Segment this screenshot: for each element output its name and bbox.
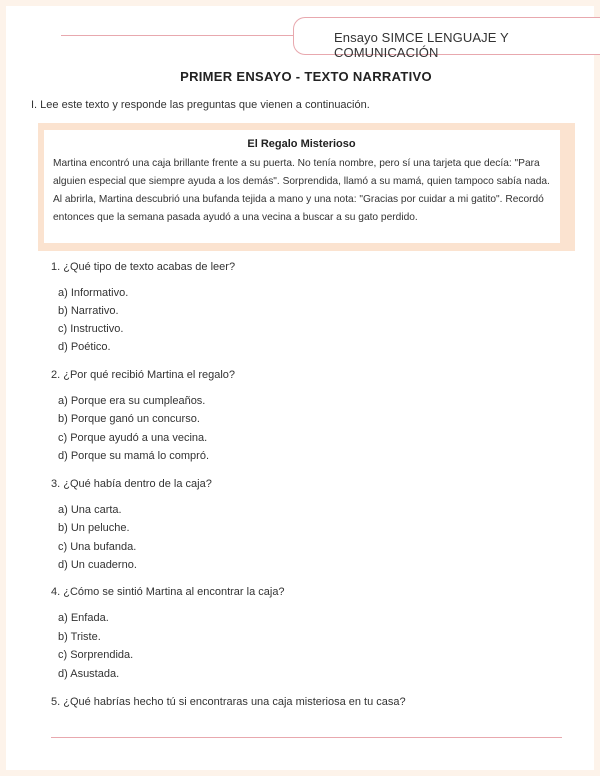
question-1-option-c[interactable]: c) Instructivo.	[58, 323, 124, 335]
page-title: PRIMER ENSAYO - TEXTO NARRATIVO	[180, 69, 432, 84]
question-3-option-a[interactable]: a) Una carta.	[58, 504, 122, 516]
question-1-option-b[interactable]: b) Narrativo.	[58, 305, 119, 317]
question-2-option-a[interactable]: a) Porque era su cumpleaños.	[58, 395, 206, 407]
header-title: Ensayo SIMCE LENGUAJE Y COMUNICACIÓN	[334, 30, 509, 60]
question-4: 4. ¿Cómo se sintió Martina al encontrar la caja?	[51, 586, 285, 598]
question-4-option-b[interactable]: b) Triste.	[58, 631, 101, 643]
question-3-option-c[interactable]: c) Una bufanda.	[58, 541, 137, 553]
question-1-option-d[interactable]: d) Poético.	[58, 341, 111, 353]
question-5: 5. ¿Qué habrías hecho tú si encontraras una caja misteriosa en tu casa?	[51, 696, 406, 708]
story-box	[44, 130, 560, 243]
question-4-option-a[interactable]: a) Enfada.	[58, 612, 109, 624]
question-3-option-b[interactable]: b) Un peluche.	[58, 522, 130, 534]
footer-divider	[51, 737, 562, 738]
question-1-option-a[interactable]: a) Informativo.	[58, 287, 129, 299]
story-title: El Regalo Misterioso	[247, 138, 356, 150]
header-divider	[61, 35, 301, 36]
question-2-option-c[interactable]: c) Porque ayudó a una vecina.	[58, 432, 208, 444]
question-2-option-d[interactable]: d) Porque su mamá lo compró.	[58, 450, 210, 462]
story-body: Martina encontró una caja brillante frente a su puerta. No tenía nombre, pero sí una tarjeta que decía: "Para alguien especial que siempre ayuda a los demás". Sorprendida, llamó a su mamá, quien tampoco sabía nada. Al abrirla, Martina descubrió una bufanda tejida a mano y una nota: "Gracias por cuidar a mi gatito". Recordó entonces que la semana pasada ayudó a una vecina a buscar a su gato perdido.	[53, 158, 550, 223]
question-4-option-d[interactable]: d) Asustada.	[58, 668, 120, 680]
question-3: 3. ¿Qué había dentro de la caja?	[51, 478, 212, 490]
question-1: 1. ¿Qué tipo de texto acabas de leer?	[51, 261, 236, 273]
question-4-option-c[interactable]: c) Sorprendida.	[58, 649, 134, 661]
instructions: I. Lee este texto y responde las preguntas que vienen a continuación.	[31, 99, 370, 111]
question-3-option-d[interactable]: d) Un cuaderno.	[58, 559, 137, 571]
question-2: 2. ¿Por qué recibió Martina el regalo?	[51, 369, 236, 381]
question-2-option-b[interactable]: b) Porque ganó un concurso.	[58, 413, 200, 425]
